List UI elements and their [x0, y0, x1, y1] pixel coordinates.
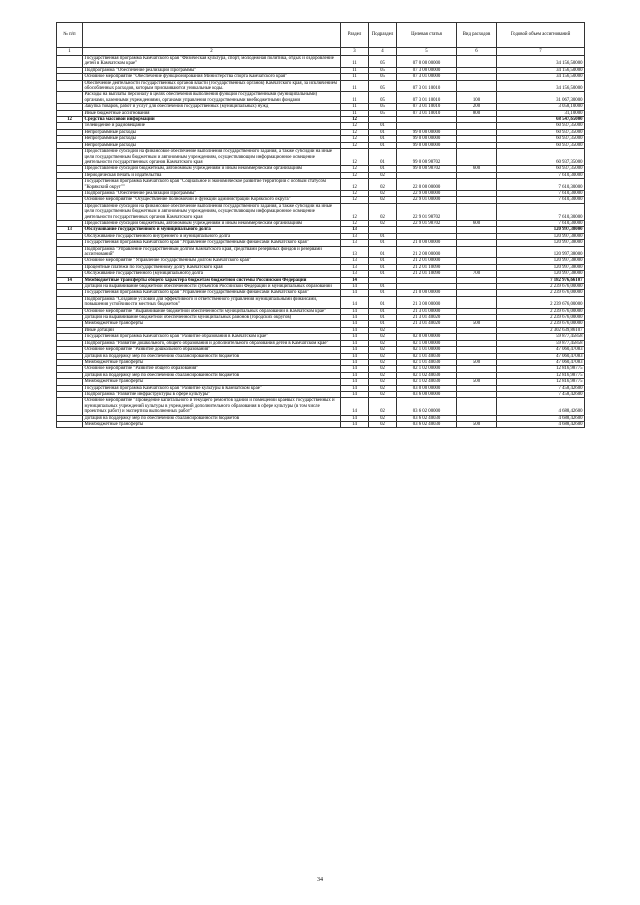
index-cell: 2 [83, 48, 341, 56]
row-target: 21 2 01 10090 [397, 264, 457, 270]
row-sum: 120 997,38000 [497, 258, 585, 264]
row-sum: 3 058,10000 [497, 104, 585, 110]
row-name: Закупка товаров, работ и услуг для обеспечения государственных (муниципальных) нужд [83, 104, 341, 110]
row-subsection: 02 [369, 190, 397, 196]
row-name: Иные бюджетные ассигнования [83, 110, 341, 116]
row-name: Межбюджетные трансферты [83, 421, 341, 427]
row-sum: 60 937,35000 [497, 142, 585, 148]
index-cell: 1 [57, 48, 83, 56]
row-number [57, 246, 83, 258]
header-no: № п/п [57, 23, 83, 48]
row-section: 14 [341, 398, 369, 415]
row-sum: 120 997,38000 [497, 264, 585, 270]
row-subsection: 01 [369, 129, 397, 135]
table-row [57, 246, 585, 258]
row-sum: 2 239 676,00000 [497, 284, 585, 290]
row-sum: 59 877,45858 [497, 334, 585, 340]
row-sum: 60 937,35000 [497, 129, 585, 135]
row-section: 14 [341, 359, 369, 365]
row-sum: 120 997,38000 [497, 233, 585, 239]
index-cell: 5 [397, 48, 457, 56]
row-number: 12 [57, 117, 83, 123]
row-subsection: 02 [369, 372, 397, 378]
row-sum: 34 156,50000 [497, 56, 585, 68]
row-sum: 2 239 676,00000 [497, 308, 585, 314]
row-sum: 12 816,98775 [497, 366, 585, 372]
row-expense: 700 [457, 271, 497, 277]
row-number: 13 [57, 227, 83, 233]
row-subsection: 05 [369, 56, 397, 68]
row-section: 14 [341, 321, 369, 327]
row-section: 14 [341, 340, 369, 346]
row-subsection: 01 [369, 233, 397, 239]
row-target: 07 3 01 10010 [397, 80, 457, 92]
row-expense: 500 [457, 359, 497, 365]
row-name: Основное мероприятие "Развитие общего образования" [83, 366, 341, 372]
row-section: 12 [341, 197, 369, 203]
row-name: Основное мероприятие "Обеспечение функционирования Министерства спорта Камчатского края" [83, 74, 341, 80]
row-section: 11 [341, 92, 369, 104]
row-target: 22 9 01 00000 [397, 197, 457, 203]
row-name: Непрограммные расходы [83, 129, 341, 135]
row-section: 14 [341, 284, 369, 290]
row-name: Основное мероприятие "Проведение капитального и текущего ремонтов зданий и помещений краевых государственных и муниципальных учреждений культуры в учреждений дополнительного образования в сфере культуры (в том числе проектных работ) и экспертиза выполненных работ" [83, 398, 341, 415]
row-sum: 7 458,42600 [497, 385, 585, 391]
row-name: Непрограммные расходы [83, 142, 341, 148]
row-subsection: 01 [369, 246, 397, 258]
row-name: Предоставление субсидий на финансовое обеспечение выполнения государственного задания, а также субсидий на иные цели государственным бюджетным и автономным учреждениям, осуществляющим информационное освещение деятельности государственных органов Камчатского края [83, 203, 341, 220]
row-name: Непрограммные расходы [83, 136, 341, 142]
row-name: Государственная программа Камчатского края "Развитие культуры в Камчатском крае" [83, 385, 341, 391]
row-subsection: 02 [369, 203, 397, 220]
row-target: 21 0 00 00000 [397, 290, 457, 296]
row-target: 22 0 00 00000 [397, 179, 457, 191]
row-number [57, 149, 83, 166]
row-expense [457, 246, 497, 258]
row-sum: 2 239 676,00000 [497, 315, 585, 321]
row-section: 14 [341, 379, 369, 385]
row-expense: 600 [457, 220, 497, 226]
row-section: 14 [341, 372, 369, 378]
row-section: 13 [341, 246, 369, 258]
row-sum: 2 239 676,00000 [497, 290, 585, 296]
row-number [57, 203, 83, 220]
row-name: Основное мероприятие "Осуществление полномочий и функций администрации Корякского округа" [83, 197, 341, 203]
row-section: 11 [341, 56, 369, 68]
row-name: Предоставление субсидий бюджетным, автономным учреждениям и иным некоммерческим организациям [83, 220, 341, 226]
row-target: 21 2 01 00000 [397, 258, 457, 264]
row-section: 12 [341, 190, 369, 196]
row-expense [457, 149, 497, 166]
row-target: 99 0 00 98702 [397, 149, 457, 166]
row-target: 22 9 01 98702 [397, 203, 457, 220]
row-subsection: 05 [369, 74, 397, 80]
row-subsection: 05 [369, 104, 397, 110]
row-name: Межбюджетные трансферты общего характера бюджетам бюджетной системы Российской Федерации [83, 277, 341, 283]
row-target: 21 3 01 40020 [397, 315, 457, 321]
row-name: Дотации на выравнивание бюджетной обеспеченности муниципальных районов (городских округов) [83, 315, 341, 321]
page-number: 34 [317, 877, 323, 883]
row-target: 07 3 00 00000 [397, 67, 457, 73]
row-target: 02 1 02 40030 [397, 372, 457, 378]
row-sum: 47 060,47083 [497, 353, 585, 359]
row-section: 14 [341, 347, 369, 353]
row-sum: 34 156,50000 [497, 80, 585, 92]
row-target: 21 0 00 00000 [397, 240, 457, 246]
row-subsection: 02 [369, 421, 397, 427]
row-section: 12 [341, 179, 369, 191]
row-name: Средства массовой информации [83, 117, 341, 123]
row-sum: 7 610,30000 [497, 190, 585, 196]
row-sum: 2 239 676,00000 [497, 296, 585, 308]
row-name: Государственная программа Камчатского края "Управление государственными финансами Камчатского края" [83, 240, 341, 246]
row-target: 07 3 01 10010 [397, 110, 457, 116]
row-sum: 120 997,38000 [497, 227, 585, 233]
row-name: Процентные платежи по государственному долгу Камчатского края [83, 264, 341, 270]
row-target: 99 0 00 00000 [397, 129, 457, 135]
row-name: Телевидение и радиовещание [83, 123, 341, 129]
row-name: Предоставление субсидий на финансовое обеспечение выполнения государственного задания, а также субсидий на иные цели государственным бюджетным и автономным учреждениям, осуществляющим информационное освещение деятельности государственных органов Камчатского края [83, 149, 341, 166]
row-name: Основное мероприятие "Управление государственным долгом Камчатского края" [83, 258, 341, 264]
row-target: 02 1 02 00000 [397, 366, 457, 372]
row-sum: 4 688,42600 [497, 415, 585, 421]
table-body [57, 56, 585, 428]
row-target: 03 6 02 00000 [397, 398, 457, 415]
row-name: Обеспечение деятельности государственных органов власти (государственных органов) Камчатского края, за исключением обособленных расходов, которым присваиваются уникальные коды. [83, 80, 341, 92]
index-row [57, 48, 585, 56]
row-section: 12 [341, 123, 369, 129]
row-number [57, 179, 83, 191]
row-sum: 60 937,35000 [497, 136, 585, 142]
row-subsection: 05 [369, 80, 397, 92]
row-expense: 500 [457, 379, 497, 385]
row-number [57, 56, 83, 68]
row-expense: 100 [457, 92, 497, 104]
row-name: Обслуживание государственного внутреннего и муниципального долга [83, 233, 341, 239]
row-name: Государственная программа Камчатского края "Развитие образования в Камчатском крае" [83, 334, 341, 340]
index-cell: 7 [497, 48, 585, 56]
row-target: 07 3 01 10010 [397, 104, 457, 110]
row-sum: 7 182 976,66107 [497, 277, 585, 283]
row-subsection: 02 [369, 197, 397, 203]
row-number [57, 398, 83, 415]
row-section: 13 [341, 258, 369, 264]
row-number [57, 80, 83, 92]
row-target: 21 3 01 00000 [397, 308, 457, 314]
row-section: 14 [341, 366, 369, 372]
row-expense [457, 398, 497, 415]
row-subsection: 05 [369, 67, 397, 73]
row-name: Основное мероприятие "Развитие дошкольного образования" [83, 347, 341, 353]
row-section: 12 [341, 136, 369, 142]
row-section: 13 [341, 227, 369, 233]
row-expense: 800 [457, 110, 497, 116]
row-sum: 12 816,98775 [497, 372, 585, 378]
row-name: Дотация на поддержку мер по обеспечению сбалансированности бюджетов [83, 353, 341, 359]
row-number [57, 421, 83, 427]
row-sum: 12 816,98775 [497, 379, 585, 385]
row-subsection: 01 [369, 271, 397, 277]
row-target: 99 0 00 00000 [397, 142, 457, 148]
row-name: Иные дотации [83, 327, 341, 333]
header-section: Раздел [341, 23, 369, 48]
row-target: 21 3 01 40020 [397, 321, 457, 327]
row-subsection: 02 [369, 379, 397, 385]
row-section: 11 [341, 67, 369, 73]
row-expense: 200 [457, 104, 497, 110]
index-cell: 3 [341, 48, 369, 56]
row-subsection: 01 [369, 321, 397, 327]
row-sum: 120 997,38000 [497, 271, 585, 277]
row-target: 02 1 00 00000 [397, 340, 457, 346]
row-section: 14 [341, 421, 369, 427]
row-target: 99 0 00 98702 [397, 166, 457, 172]
row-section: 12 [341, 149, 369, 166]
row-sum: 60 937,35000 [497, 123, 585, 129]
row-expense [457, 203, 497, 220]
budget-table [56, 22, 585, 428]
row-subsection: 02 [369, 172, 397, 178]
row-sum: 4 688,42600 [497, 421, 585, 427]
row-name: Государственная программа Камчатского края "Социальное и экономическое развитие территории с особым статусом "Корякский округ"" [83, 179, 341, 191]
row-target: 21 2 00 00000 [397, 246, 457, 258]
row-subsection: 01 [369, 136, 397, 142]
table-row [57, 203, 585, 220]
row-number [57, 92, 83, 104]
row-target: 02 1 01 40030 [397, 353, 457, 359]
row-subsection: 01 [369, 290, 397, 296]
row-subsection: 02 [369, 353, 397, 359]
row-name: Межбюджетные трансферты [83, 321, 341, 327]
row-target: 02 1 01 00000 [397, 347, 457, 353]
row-subsection: 02 [369, 347, 397, 353]
row-expense: 600 [457, 166, 497, 172]
row-subsection: 01 [369, 264, 397, 270]
row-sum: 7 610,30000 [497, 172, 585, 178]
row-subsection: 01 [369, 296, 397, 308]
row-section: 14 [341, 308, 369, 314]
row-subsection: 01 [369, 258, 397, 264]
row-sum: 47 060,47083 [497, 359, 585, 365]
row-subsection: 01 [369, 308, 397, 314]
row-target: 07 3 01 10010 [397, 92, 457, 104]
row-name: Межбюджетные трансферты [83, 379, 341, 385]
row-section: 11 [341, 110, 369, 116]
row-subsection: 02 [369, 385, 397, 391]
row-name: Предоставление субсидий бюджетным, автономным учреждениям и иным некоммерческим организациям [83, 166, 341, 172]
header-name [83, 23, 341, 48]
row-target: 07 0 00 00000 [397, 56, 457, 68]
row-target: 03 6 02 40030 [397, 421, 457, 427]
row-sum: 120 997,38000 [497, 240, 585, 246]
header-sum: Годовой объем ассигнований [497, 23, 585, 48]
row-expense: 500 [457, 421, 497, 427]
row-expense [457, 80, 497, 92]
row-target: 22 9 00 00000 [397, 190, 457, 196]
row-sum: 7 610,30000 [497, 197, 585, 203]
row-sum: 68 547,65000 [497, 117, 585, 123]
row-sum: 34 156,50000 [497, 74, 585, 80]
row-section: 12 [341, 129, 369, 135]
row-sum: 2 302 639,86107 [497, 327, 585, 333]
row-subsection: 01 [369, 240, 397, 246]
row-subsection: 01 [369, 315, 397, 321]
row-name: Обслуживание государственного и муниципального долга [83, 227, 341, 233]
row-target: 99 0 00 00000 [397, 136, 457, 142]
row-section: 14 [341, 315, 369, 321]
row-name: Подпрограмма "Обеспечение реализации Программы" [83, 67, 341, 73]
row-section: 12 [341, 220, 369, 226]
row-section: 12 [341, 117, 369, 123]
row-sum: 60 937,35000 [497, 166, 585, 172]
row-section: 13 [341, 233, 369, 239]
table-row [57, 56, 585, 68]
row-name: Подпрограмма "Обеспечение реализации Программы" [83, 190, 341, 196]
row-sum: 31 067,30000 [497, 92, 585, 104]
row-target: 02 1 01 40030 [397, 359, 457, 365]
row-target: 03 0 00 00000 [397, 385, 457, 391]
row-sum: 120 997,38000 [497, 246, 585, 258]
row-sum: 31,10000 [497, 110, 585, 116]
row-name: Дотации на выравнивание бюджетной обеспеченности субъектов Российской Федерации и муниципальных образований [83, 284, 341, 290]
row-subsection: 02 [369, 359, 397, 365]
row-name: Периодическая печать и издательства [83, 172, 341, 178]
row-subsection: 01 [369, 284, 397, 290]
row-subsection: 02 [369, 340, 397, 346]
row-section: 14 [341, 296, 369, 308]
row-expense [457, 179, 497, 191]
row-sum: 7 610,30000 [497, 179, 585, 191]
row-subsection: 01 [369, 149, 397, 166]
index-cell: 6 [457, 48, 497, 56]
row-target: 21 3 00 00000 [397, 296, 457, 308]
row-target: 03 6 00 00000 [397, 391, 457, 397]
row-name: Основное мероприятие "Выравнивание бюджетной обеспеченности муниципальных образований в Камчатском крае" [83, 308, 341, 314]
table-row [57, 92, 585, 104]
row-subsection: 02 [369, 327, 397, 333]
row-section: 14 [341, 277, 369, 283]
row-sum: 2 239 676,00000 [497, 321, 585, 327]
row-expense [457, 56, 497, 68]
row-target: 02 0 00 00000 [397, 334, 457, 340]
row-subsection: 05 [369, 92, 397, 104]
row-name: Подпрограмма "Создание условий для эффективного и ответственного управления муниципальными финансами, повышения устойчивости местных бюджетов" [83, 296, 341, 308]
row-subsection: 01 [369, 123, 397, 129]
row-sum: 47 060,47083 [497, 347, 585, 353]
row-section: 14 [341, 327, 369, 333]
row-name: Подпрограмма "Развитие инфраструктуры в сфере культуры" [83, 391, 341, 397]
row-subsection: 02 [369, 220, 397, 226]
row-section: 11 [341, 74, 369, 80]
row-section: 14 [341, 391, 369, 397]
row-name: Государственная программа Камчатского края "Физическая культура, спорт, молодежная политика, отдых и оздоровление детей в Камчатском крае" [83, 56, 341, 68]
row-section: 12 [341, 172, 369, 178]
row-sum: 34 156,50000 [497, 67, 585, 73]
row-number [57, 296, 83, 308]
row-subsection: 05 [369, 110, 397, 116]
row-section: 13 [341, 240, 369, 246]
table-row [57, 296, 585, 308]
row-section: 13 [341, 264, 369, 270]
header-target: Целевая статья [397, 23, 457, 48]
row-section: 14 [341, 385, 369, 391]
row-section: 11 [341, 104, 369, 110]
header-row [57, 23, 585, 48]
table-row [57, 80, 585, 92]
row-number: 14 [57, 277, 83, 283]
row-section: 14 [341, 353, 369, 359]
row-section: 12 [341, 203, 369, 220]
header-subsection: Подраздел [369, 23, 397, 48]
row-sum: 4 688,42600 [497, 398, 585, 415]
row-sum: 7 458,42600 [497, 391, 585, 397]
header-expense: Вид расходов [457, 23, 497, 48]
row-expense: 500 [457, 321, 497, 327]
row-subsection: 01 [369, 166, 397, 172]
row-name: Дотация на поддержку мер по обеспечению сбалансированности бюджетов [83, 372, 341, 378]
row-section: 13 [341, 271, 369, 277]
table-row [57, 398, 585, 415]
row-section: 14 [341, 290, 369, 296]
row-section: 12 [341, 166, 369, 172]
row-name: Государственная программа Камчатского края "Управление государственными финансами Камчатского края" [83, 290, 341, 296]
row-target: 07 3 01 00000 [397, 74, 457, 80]
row-subsection: 02 [369, 334, 397, 340]
row-subsection: 02 [369, 415, 397, 421]
row-target: 22 9 01 98702 [397, 220, 457, 226]
row-subsection: 02 [369, 366, 397, 372]
row-name: Расходы на выплаты персоналу в целях обеспечения выполнения функций государственными (муниципальными) органами, казенными учреждениями, органами управления государственными внебюджетными фондами [83, 92, 341, 104]
row-sum: 7 610,30000 [497, 203, 585, 220]
row-name: Подпрограмма "Развитие дошкольного, общего образования и дополнительного образования детей в Камчатском крае" [83, 340, 341, 346]
table-row [57, 421, 585, 427]
row-sum: 59 877,45858 [497, 340, 585, 346]
row-subsection: 01 [369, 142, 397, 148]
row-name: Межбюджетные трансферты [83, 359, 341, 365]
row-subsection: 02 [369, 391, 397, 397]
row-sum: 7 610,30000 [497, 220, 585, 226]
row-section: 14 [341, 334, 369, 340]
table-row [57, 149, 585, 166]
row-section: 12 [341, 142, 369, 148]
row-section: 14 [341, 415, 369, 421]
row-name: Дотация на поддержку мер по обеспечению сбалансированности бюджетов [83, 415, 341, 421]
row-target: 21 2 01 10090 [397, 271, 457, 277]
row-name: Обслуживание государственного (муниципального) долга [83, 271, 341, 277]
row-name: Подпрограмма "Управление государственным долгом Камчатского края, средствами резервных фондов и резервами ассигнований" [83, 246, 341, 258]
table-row [57, 179, 585, 191]
row-target: 02 1 02 40030 [397, 379, 457, 385]
row-subsection: 02 [369, 398, 397, 415]
row-expense [457, 296, 497, 308]
row-target: 03 6 02 40030 [397, 415, 457, 421]
row-sum: 60 937,35000 [497, 149, 585, 166]
index-cell: 4 [369, 48, 397, 56]
row-subsection: 02 [369, 179, 397, 191]
row-section: 11 [341, 80, 369, 92]
